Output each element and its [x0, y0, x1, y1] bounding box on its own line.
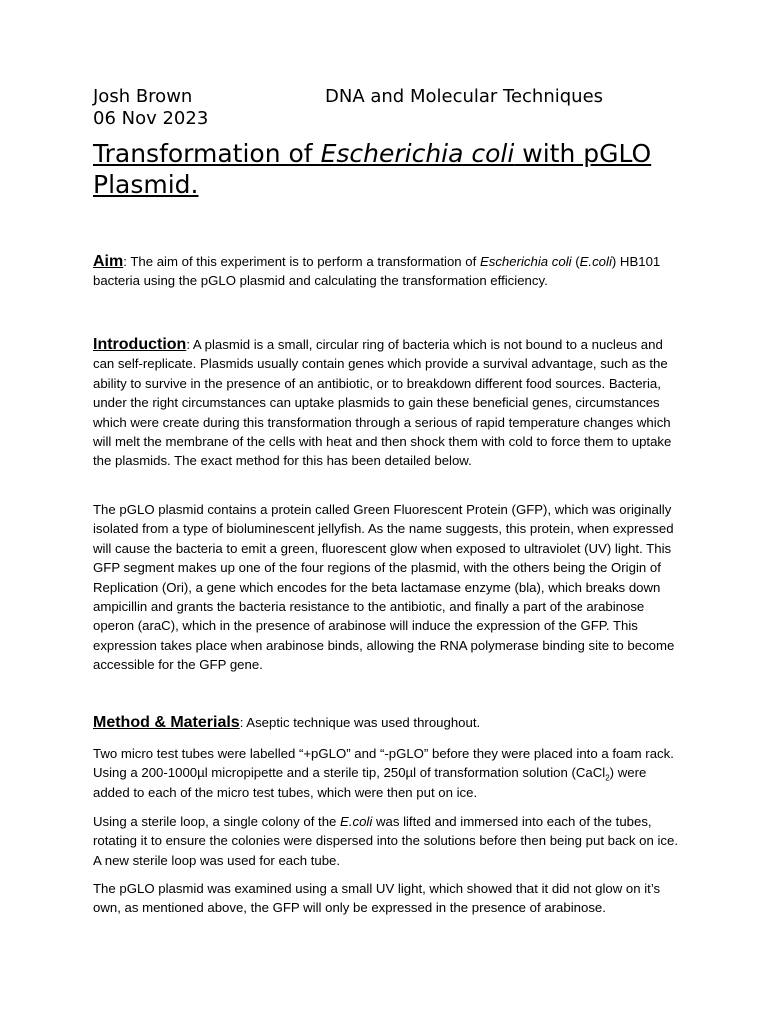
page-title	[93, 138, 713, 200]
method-section	[93, 713, 683, 732]
method-p2-text1: Using a sterile loop, a single colony of the	[93, 814, 341, 829]
aim-abbrev: E.coli	[579, 254, 612, 269]
course-name: DNA and Molecular Techniques	[325, 86, 604, 107]
method-heading: Method & Materials	[93, 714, 240, 731]
aim-species: Escherichia coli	[479, 254, 572, 269]
introduction-heading: Introduction	[93, 336, 187, 353]
document-date: 06 Nov 2023	[93, 108, 209, 129]
method-intro: : Aseptic technique was used throughout.	[239, 715, 481, 730]
method-paragraph-1	[93, 744, 683, 802]
aim-text2: (	[571, 254, 580, 269]
aim-section	[93, 252, 683, 291]
method-paragraph-2	[93, 812, 683, 870]
aim-heading: Aim	[93, 253, 124, 270]
aim-text3: ) HB101 bacteria using the pGLO plasmid and calculating the transformation efficiency.	[93, 254, 661, 289]
method-p1-text2: ) were added to each of the micro test tubes, which were then put on ice.	[93, 765, 647, 800]
method-p1-text1: Two micro test tubes were labelled “+pGLO” and “-pGLO” before they were placed into a foam rack. Using a 200-1000µl micropipette and a sterile tip, 250µl of transformation solution (CaCl	[93, 746, 674, 781]
introduction-section	[93, 335, 683, 471]
method-paragraph-3: The pGLO plasmid was examined using a small UV light, which showed that it did not glow on it’s own, as mentioned above, the GFP will only be expressed in the presence of arabinose.	[93, 881, 661, 916]
title-part2: with pGLO Plasmid.	[93, 139, 652, 199]
method-p1-subscript: 2	[605, 774, 610, 784]
introduction-text: : A plasmid is a small, circular ring of bacteria which is not bound to a nucleus and can self-replicate. Plasmids usually contain genes which provide a survival advantage, such as the ability to survive in the presence of an antibiotic, or to breakdown different food sources. Bacteria, under the right circumstances can uptake plasmids to gain these beneficial genes, circumstances which were create during this transformation through a serious of rapid temperature changes which will melt the membrane of the cells with heat and then shock them with cold to force them to uptake the plasmids. The exact method for this has been detailed below.	[93, 337, 672, 469]
title-part1: Transformation of	[93, 139, 321, 168]
author-name: Josh Brown	[93, 86, 193, 107]
method-p2-text2: was lifted and immersed into each of the tubes, rotating it to ensure the colonies were dispersed into the solutions before then being put back on ice. A new sterile loop was used for each tube.	[93, 814, 679, 868]
introduction-paragraph-2: The pGLO plasmid contains a protein called Green Fluorescent Protein (GFP), which was originally isolated from a type of bioluminescent jellyfish. As the name suggests, this protein, when expressed will cause the bacteria to emit a green, fluorescent glow when exposed to ultraviolet (UV) light. This GFP segment makes up one of the four regions of the plasmid, with the others being the Origin of Replication (Ori), a gene which encodes for the beta lactamase enzyme (bla), which breaks down ampicillin and grants the bacteria resistance to the antibiotic, and finally a part of the arabinose operon (araC), which in the presence of arabinose will induce the expression of the GFP. This expression takes place when arabinose binds, allowing the RNA polymerase binding site to become accessible for the GFP gene.	[93, 502, 675, 673]
title-species: Escherichia coli	[320, 139, 515, 168]
aim-text1: : The aim of this experiment is to perform a transformation of	[123, 254, 480, 269]
method-p2-species: E.coli	[340, 814, 373, 829]
